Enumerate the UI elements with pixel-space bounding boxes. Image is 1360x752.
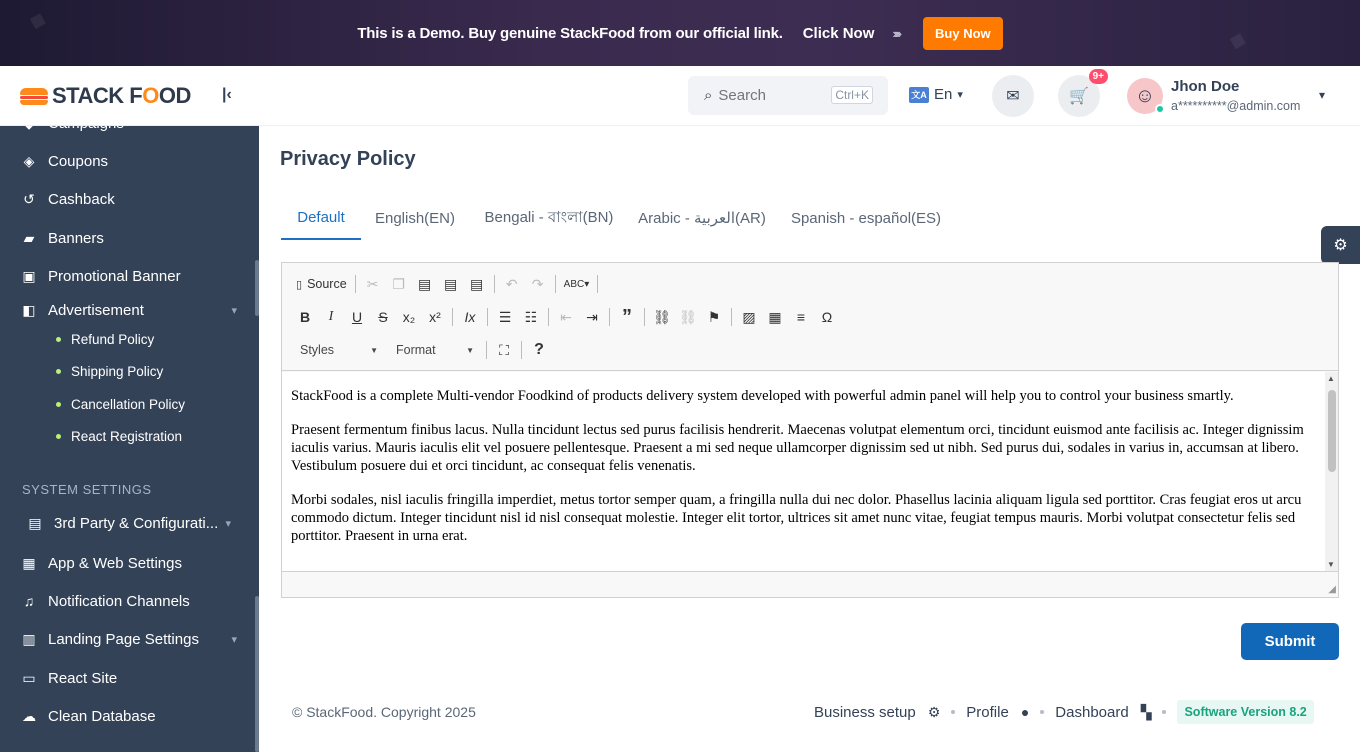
search-box[interactable] [688,76,888,115]
undo-icon[interactable]: ↶ [505,275,518,292]
anchor-flag-icon[interactable]: ⚑ [707,308,721,325]
sidebar-item-advertisement[interactable] [0,299,259,321]
toolbar-row [292,304,840,330]
tab-arabic[interactable]: Arabic - العربية(AR) [638,210,766,227]
tab-default[interactable]: Default [281,196,361,240]
sidebar-item-label: Promotional Banner [48,267,181,285]
footer-link-label: Profile [966,703,1009,721]
burger-logo-icon [20,86,48,106]
tab-spanish[interactable]: Spanish - español(ES) [790,209,942,227]
bulleted-list-icon[interactable]: ☷ [524,308,538,325]
source-label: Source [307,277,347,291]
sidebar [0,66,259,752]
gear-icon: ⚙ [927,703,941,720]
sidebar-item-label: Advertisement [48,301,144,319]
footer-business-setup-link[interactable] [814,704,940,721]
editor-toolbar [282,263,1338,371]
demo-text: This is a Demo. Buy genuine StackFood from our official link. [357,24,783,42]
content-paragraph: StackFood is a complete Multi-vendor Foodkind of products delivery system developed with powerful admin panel will help you to control your business smartly. [291,388,1234,404]
footer-profile-link[interactable] [966,704,1029,721]
sidebar-item-promotional-banner[interactable] [0,261,259,291]
bell-icon: ♫ [23,593,35,609]
language-flag-icon: 文A [909,87,929,103]
editor-statusbar [282,571,1338,597]
buy-now-button[interactable]: Buy Now [923,17,1003,50]
footer-copyright: © StackFood. Copyright 2025 [292,704,476,720]
sidebar-item-third-party[interactable] [0,508,259,538]
cart-button[interactable] [1058,71,1104,117]
user-icon: ● [1020,704,1030,720]
footer-dashboard-link[interactable] [1055,704,1151,721]
maximize-icon[interactable]: ⛶ [499,341,509,358]
sidebar-subitem-shipping-policy[interactable] [0,358,259,384]
chevron-down-icon: ▼ [466,345,474,355]
underline-icon[interactable]: U [351,309,363,325]
android-icon: ▦ [22,554,36,571]
special-character-icon[interactable]: Ω [821,309,833,325]
sidebar-subitem-label: React Registration [71,428,183,444]
scroll-up-icon[interactable]: ▲ [1327,374,1335,383]
page-title: Privacy Policy [280,148,416,170]
sidebar-item-landing-page-settings[interactable] [0,624,259,654]
editor-content[interactable] [282,372,1325,571]
tab-english[interactable]: English(EN) [374,209,456,227]
react-site-icon: ▭ [22,669,36,686]
spellcheck-icon[interactable]: ABC▾ [563,278,590,290]
bullet-icon [56,369,61,374]
tab-bengali[interactable]: Bengali - বাংলা(BN) [484,208,614,226]
styles-dropdown[interactable] [292,338,386,362]
sidebar-item-label: Clean Database [48,707,156,725]
source-icon: ▯ [296,278,303,291]
italic-icon[interactable]: I [328,309,334,324]
blockquote-icon[interactable]: ” [622,305,632,328]
cart-badge: 9+ [1089,69,1108,84]
coupon-icon: ◈ [23,152,35,169]
bold-icon[interactable]: B [299,309,311,325]
link-icon[interactable]: ⛓ [653,308,671,325]
banner-icon: ▰ [23,229,35,246]
language-tabs [281,196,1339,240]
brand [0,66,259,126]
submit-button[interactable]: Submit [1241,623,1339,660]
content-paragraph: Praesent fermentum finibus lacus. Nulla tincidunt lectus sed purus facilisis hendrerit. Maecenas volutpat elementum orci, tincidunt euismod ante facilisis ac. Integer dignissim iaculis varius. Mauris iaculis elit vel posuere pellentesque. Praesent a mi sed neque ullamcorper dignissim sed ut nibh. Sed purus dui, sodales in varius in, accumsan at libero. Vestibulum posuere dui et orci tincidunt, ac consequat felis venenatis. [291,422,1304,474]
sidebar-item-label: 3rd Party & Configurati... [54,514,219,532]
footer-link-label: Business setup [814,703,916,721]
sidebar-item-label: Notification Channels [48,592,190,610]
chevron-down-icon: ▾ [231,633,237,646]
image-icon[interactable]: ▨ [742,308,756,325]
sidebar-item-label: App & Web Settings [48,554,182,572]
user-name[interactable]: Jhon Doe [1171,78,1240,95]
bullet-icon [56,434,61,439]
promotional-banner-icon: ▣ [22,267,36,284]
sidebar-item-label: React Site [48,669,118,687]
redo-icon[interactable]: ↷ [531,275,544,292]
superscript-icon[interactable]: x² [429,309,441,325]
sidebar-item-notification-channels[interactable] [0,586,259,616]
chevron-down-icon[interactable]: ▾ [1319,88,1326,102]
sidebar-item-label: Banners [48,229,104,247]
demo-banner [0,0,1360,66]
unlink-icon[interactable]: ⛓ [679,308,697,325]
resize-handle-icon[interactable]: ◢ [1328,584,1336,595]
sidebar-subitem-cancellation-policy[interactable] [0,391,259,417]
logo-text[interactable]: STACK FOOD [52,82,191,108]
language-selector[interactable] [909,86,963,103]
format-label: Format [396,343,436,357]
paste-text-icon[interactable]: ▤ [444,275,458,292]
sidebar-item-app-web-settings[interactable] [0,548,259,578]
scroll-down-icon[interactable]: ▼ [1327,560,1335,569]
sidebar-subitem-label: Cancellation Policy [71,396,186,412]
sidebar-item-label: Coupons [48,152,109,170]
content-paragraph: Morbi sodales, nisl iaculis fringilla imperdiet, metus tortor semper quam, a fringilla nulla dui nec dolor. Phasellus lacinia aliquam ligula sed porttitor. Cras feugiat eros ut arcu commodo dictum. Integer tincidunt nisl id nisl consequat molestie. Integer elit tortor, ultrices sit amet nunc vitae, feugiat tempus mauris. Morbi volutpat consectetur felis sed porttitor. Praesent in urna erat. [291,492,1302,544]
user-email: a**********@admin.com [1171,99,1301,113]
sidebar-item-react-site[interactable] [0,663,259,693]
language-label: En [934,86,953,103]
landing-page-icon: ▥ [22,630,36,647]
bullet-icon [56,402,61,407]
topbar [259,66,1360,126]
paste-icon[interactable]: ▤ [418,275,432,292]
cart-icon: 🛒 [1069,88,1089,105]
chevron-down-icon: ▼ [370,345,378,355]
advertisement-icon: ◧ [22,301,36,318]
footer-link-label: Dashboard [1055,703,1129,721]
watermark: ◼ [25,7,49,33]
sidebar-item-cashback[interactable] [0,184,259,214]
help-icon[interactable]: ? [534,341,544,358]
software-version-badge: Software Version 8.2 [1177,700,1313,724]
sidebar-subitem-refund-policy[interactable] [0,326,259,352]
settings-floating-button[interactable] [1321,226,1360,264]
sidebar-scrollbar[interactable] [255,596,259,752]
search-input[interactable] [718,87,818,104]
numbered-list-icon[interactable]: ☰ [498,308,512,325]
rich-text-editor [281,262,1339,598]
outdent-icon[interactable]: ⇤ [560,308,572,325]
watermark: ◼ [1225,27,1249,53]
cut-icon[interactable]: ✂ [366,275,379,292]
click-now-link[interactable]: Click Now [802,24,875,42]
avatar[interactable]: ☺ [1127,78,1163,114]
sidebar-item-coupons[interactable] [0,146,259,176]
indent-icon[interactable]: ⇥ [586,308,598,325]
messages-button[interactable] [992,75,1034,117]
cashback-icon: ↺ [23,190,35,207]
footer-links [814,700,1314,724]
table-icon[interactable]: ▦ [768,308,782,325]
gear-icon: ⚙ [1333,237,1348,254]
horizontal-line-icon[interactable]: ≡ [796,309,806,325]
copy-icon[interactable]: ❐ [392,275,405,292]
sidebar-item-label: Landing Page Settings [48,630,199,648]
source-button[interactable] [292,271,351,297]
subscript-icon[interactable]: x₂ [402,309,416,325]
editor-scrollbar[interactable] [1325,372,1338,571]
chevron-down-icon: ▾ [231,304,237,317]
scrollbar-thumb[interactable] [1328,390,1336,472]
bullet-icon [56,337,61,342]
chevron-down-icon: ▾ [225,517,231,530]
remove-format-icon[interactable]: Ix [464,309,476,325]
sidebar-subitem-label: Refund Policy [71,331,155,347]
third-party-icon: ▤ [28,514,42,531]
sidebar-subitem-react-registration[interactable] [0,423,259,449]
search-shortcut: Ctrl+K [831,86,873,104]
online-status-icon [1155,104,1165,114]
sidebar-item-label: Cashback [48,190,115,208]
collapse-sidebar-icon[interactable]: |‹ [222,86,232,103]
sidebar-subitem-label: Shipping Policy [71,363,164,379]
search-icon: ⌕ [704,87,713,104]
format-dropdown[interactable] [388,338,482,362]
toolbar-row [292,271,602,297]
toolbar-row [292,337,552,363]
strikethrough-icon[interactable]: S [378,309,388,325]
sidebar-item-banners[interactable] [0,223,259,253]
section-heading-system-settings: SYSTEM SETTINGS [22,482,152,497]
paste-word-icon[interactable]: ▤ [470,275,484,292]
sidebar-scrollbar[interactable] [255,260,259,316]
message-icon: ✉ [1006,88,1020,105]
styles-label: Styles [300,343,335,357]
arrows-icon: ››››› [892,25,900,41]
cloud-icon: ☁ [22,707,36,724]
chevron-down-icon: ▾ [957,89,963,101]
dashboard-icon: ▚ [1140,703,1152,720]
sidebar-item-clean-database[interactable] [0,701,259,731]
